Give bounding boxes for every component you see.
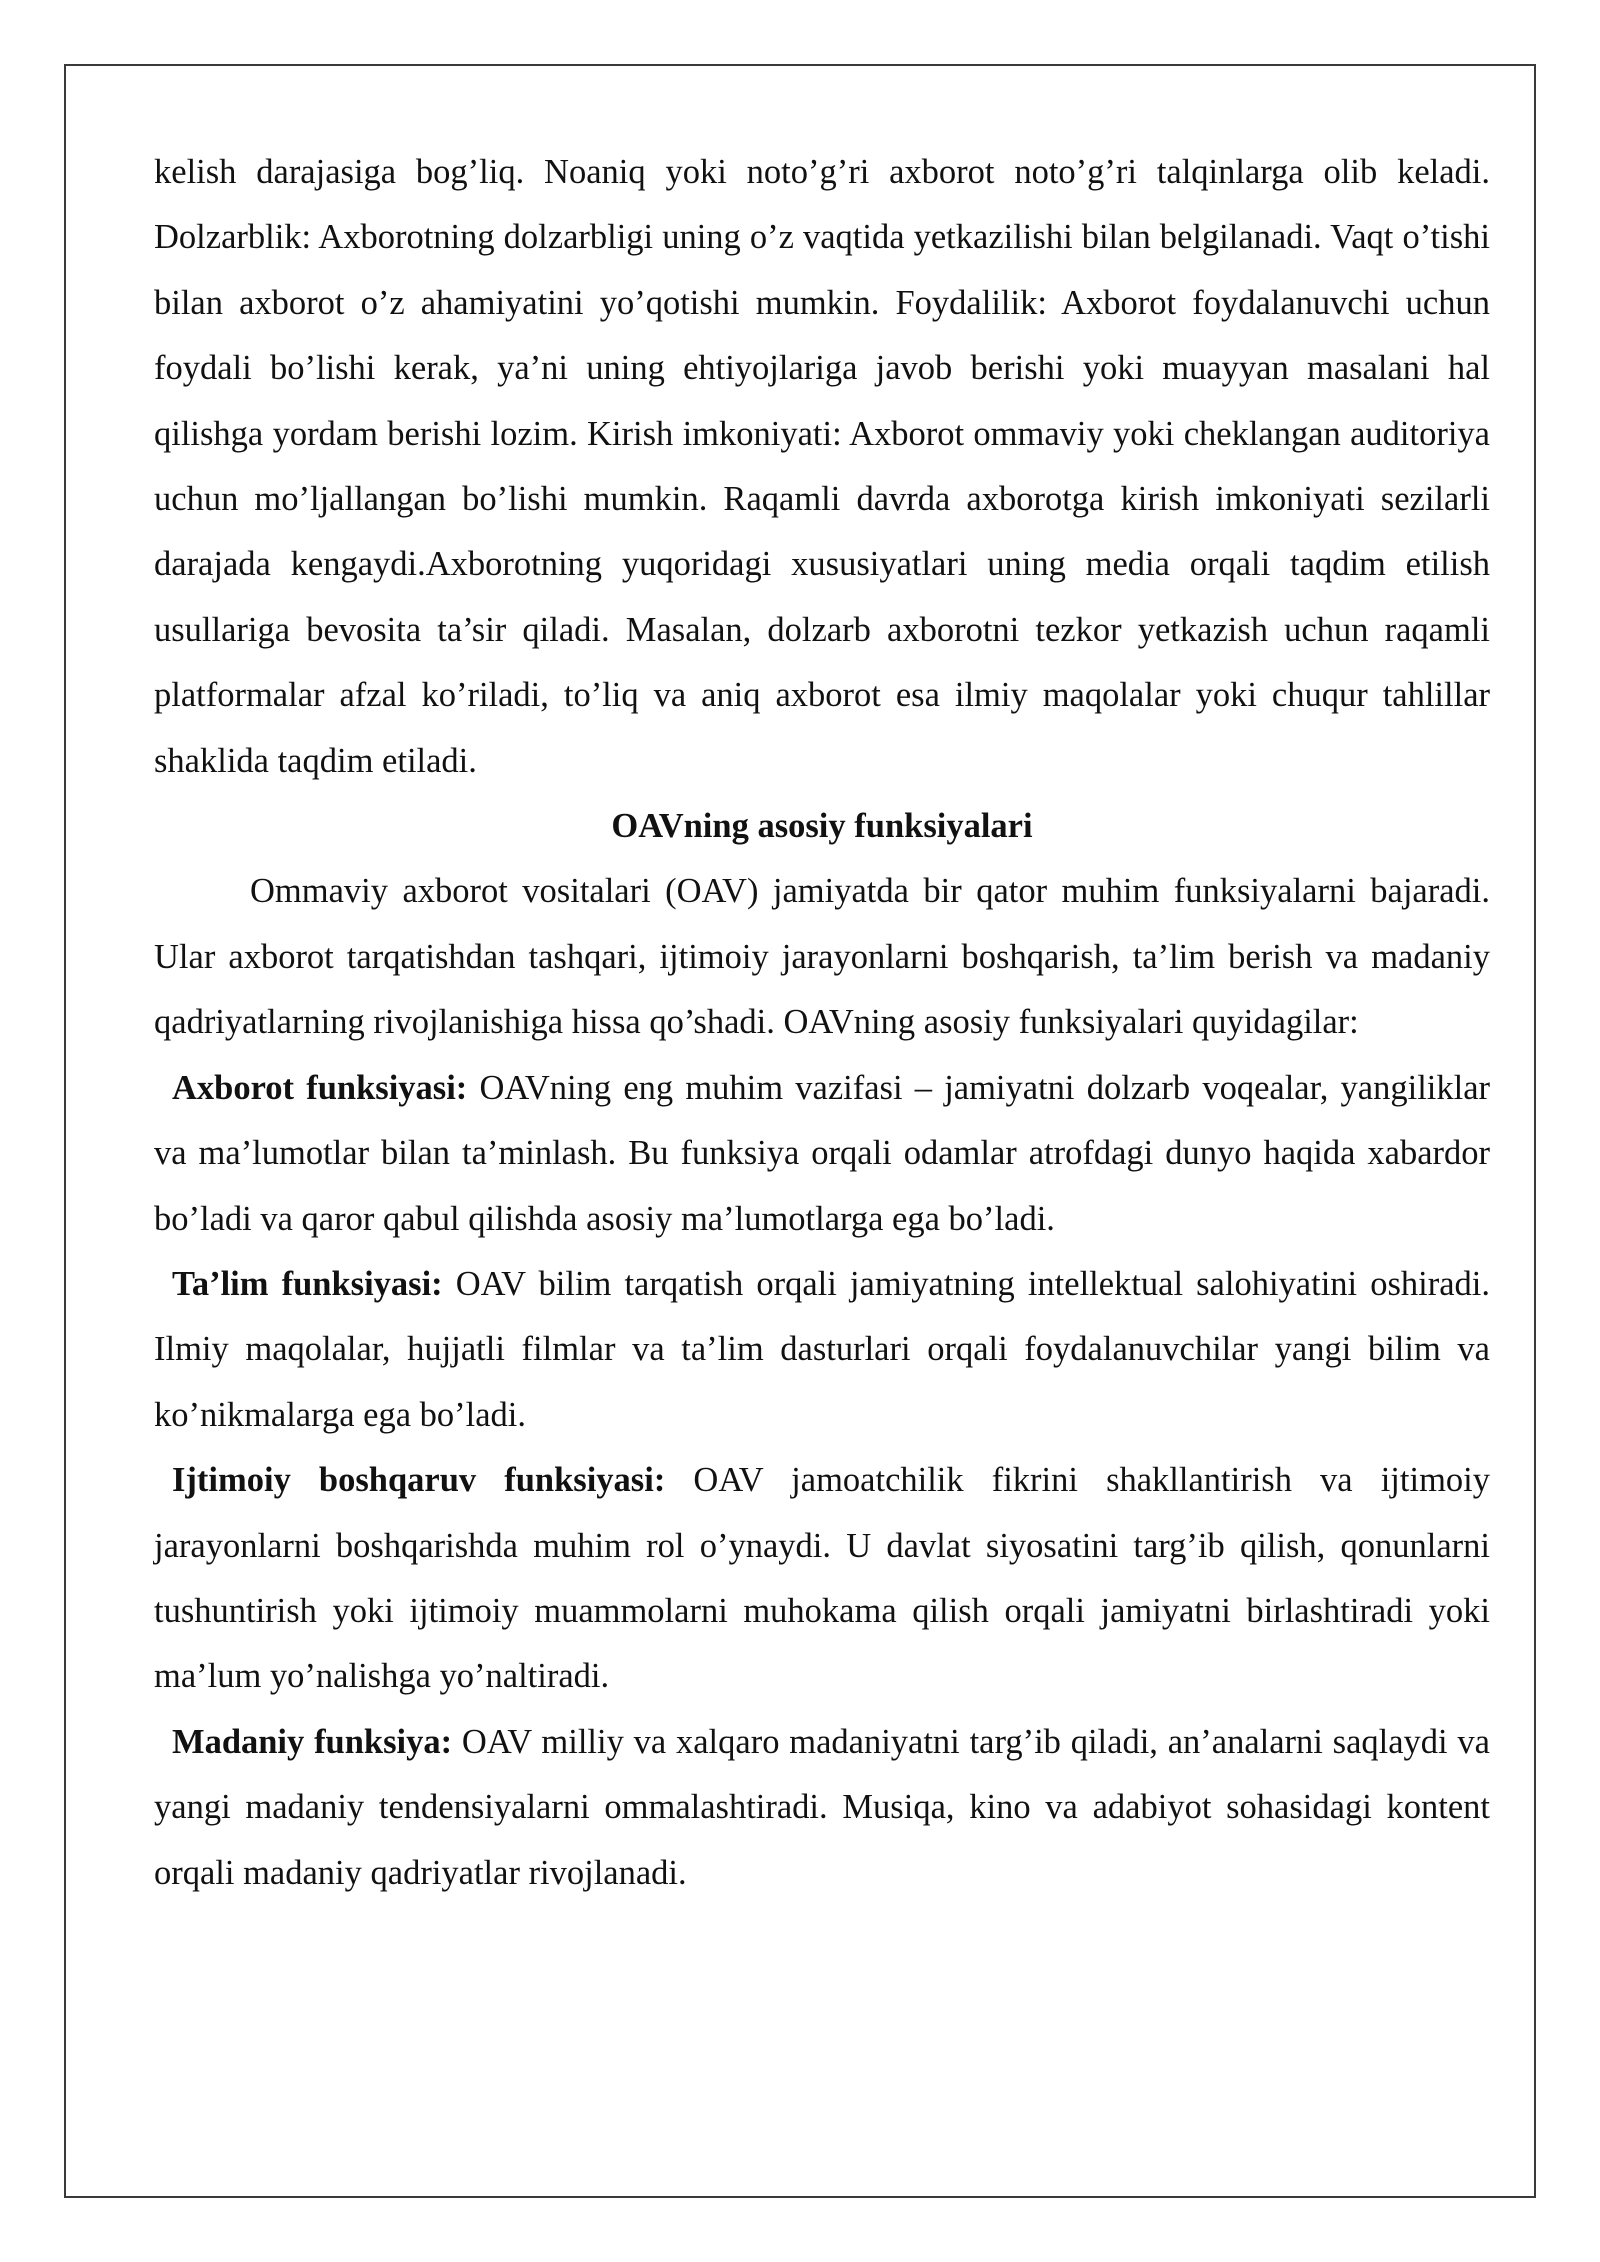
function-item-madaniy xyxy=(154,1710,1490,1906)
function-title: Ta’lim funksiyasi: xyxy=(172,1264,443,1303)
function-text: OAV milliy va xalqaro madaniyatni targ’ib qiladi, an’analarni saqlaydi va yangi madaniy tendensiyalarni ommalashtiradi. Musiqa, kino va adabiyot sohasidagi kontent orqali madaniy qadriyatlar rivojlanadi. xyxy=(154,1722,1490,1892)
document-body xyxy=(154,140,1490,1906)
section-heading: OAVning asosiy funksiyalari xyxy=(611,807,1033,846)
function-item-ijtimoiy-boshqaruv xyxy=(154,1448,1490,1710)
function-item-axborot xyxy=(154,1056,1490,1252)
intro-paragraph: kelish darajasiga bog’liq. Noaniq yoki noto’g’ri axborot noto’g’ri talqinlarga olib keladi. Dolzarblik: Axborotning dolzarbligi uning o’z vaqtida yetkazilishi bilan belgilanadi. Vaqt o’tishi bilan axborot o’z ahamiyatini yo’qotishi mumkin. Foydalilik: Axborot foydalanuvchi uchun foydali bo’lishi kerak, ya’ni uning ehtiyojlariga javob berishi yoki muayyan masalani hal qilishga yordam berishi lozim. Kirish imkoniyati: Axborot ommaviy yoki cheklangan auditoriya uchun mo’ljallangan bo’lishi mumkin. Raqamli davrda axborotga kirish imkoniyati sezilarli darajada kengaydi.Axborotning yuqoridagi xususiyatlari uning media orqali taqdim etilish usullariga bevosita ta’sir qiladi. Masalan, dolzarb axborotni tezkor yetkazish uchun raqamli platformalar afzal ko’riladi, to’liq va aniq axborot esa ilmiy maqolalar yoki chuqur tahlillar shaklida taqdim etiladi. xyxy=(154,153,1490,780)
function-title: Axborot funksiyasi: xyxy=(172,1068,468,1107)
function-title: Ijtimoiy boshqaruv funksiyasi: xyxy=(172,1461,666,1500)
function-text: OAV jamoatchilik fikrini shakllantirish va ijtimoiy jarayonlarni boshqarishda muhim rol o’ynaydi. U davlat siyosatini targ’ib qilish, qonunlarni tushuntirish yoki ijtimoiy muammolarni muhokama qilish orqali jamiyatni birlashtiradi yoki ma’lum yo’nalishga yo’naltiradi. xyxy=(154,1461,1490,1696)
function-title: Madaniy funksiya: xyxy=(172,1722,453,1761)
function-text: OAVning eng muhim vazifasi – jamiyatni dolzarb voqealar, yangiliklar va ma’lumotlar bilan ta’minlash. Bu funksiya orqali odamlar atrofdagi dunyo haqida xabardor bo’ladi va qaror qabul qilishda asosiy ma’lumotlarga ega bo’ladi. xyxy=(154,1068,1491,1238)
function-item-talim xyxy=(154,1252,1490,1448)
function-text: OAV bilim tarqatish orqali jamiyatning intellektual salohiyatini oshiradi. Ilmiy maqolalar, hujjatli filmlar va ta’lim dasturlari orqali foydalanuvchilar yangi bilim va ko’nikmalarga ega bo’ladi. xyxy=(154,1264,1490,1434)
section-intro-paragraph: Ommaviy axborot vositalari (OAV) jamiyatda bir qator muhim funksiyalarni bajaradi. Ular axborot tarqatishdan tashqari, ijtimoiy jarayonlarni boshqarish, ta’lim berish va madaniy qadriyatlarning rivojlanishiga hissa qo’shadi. OAVning asosiy funksiyalari quyidagilar: xyxy=(154,872,1490,1042)
